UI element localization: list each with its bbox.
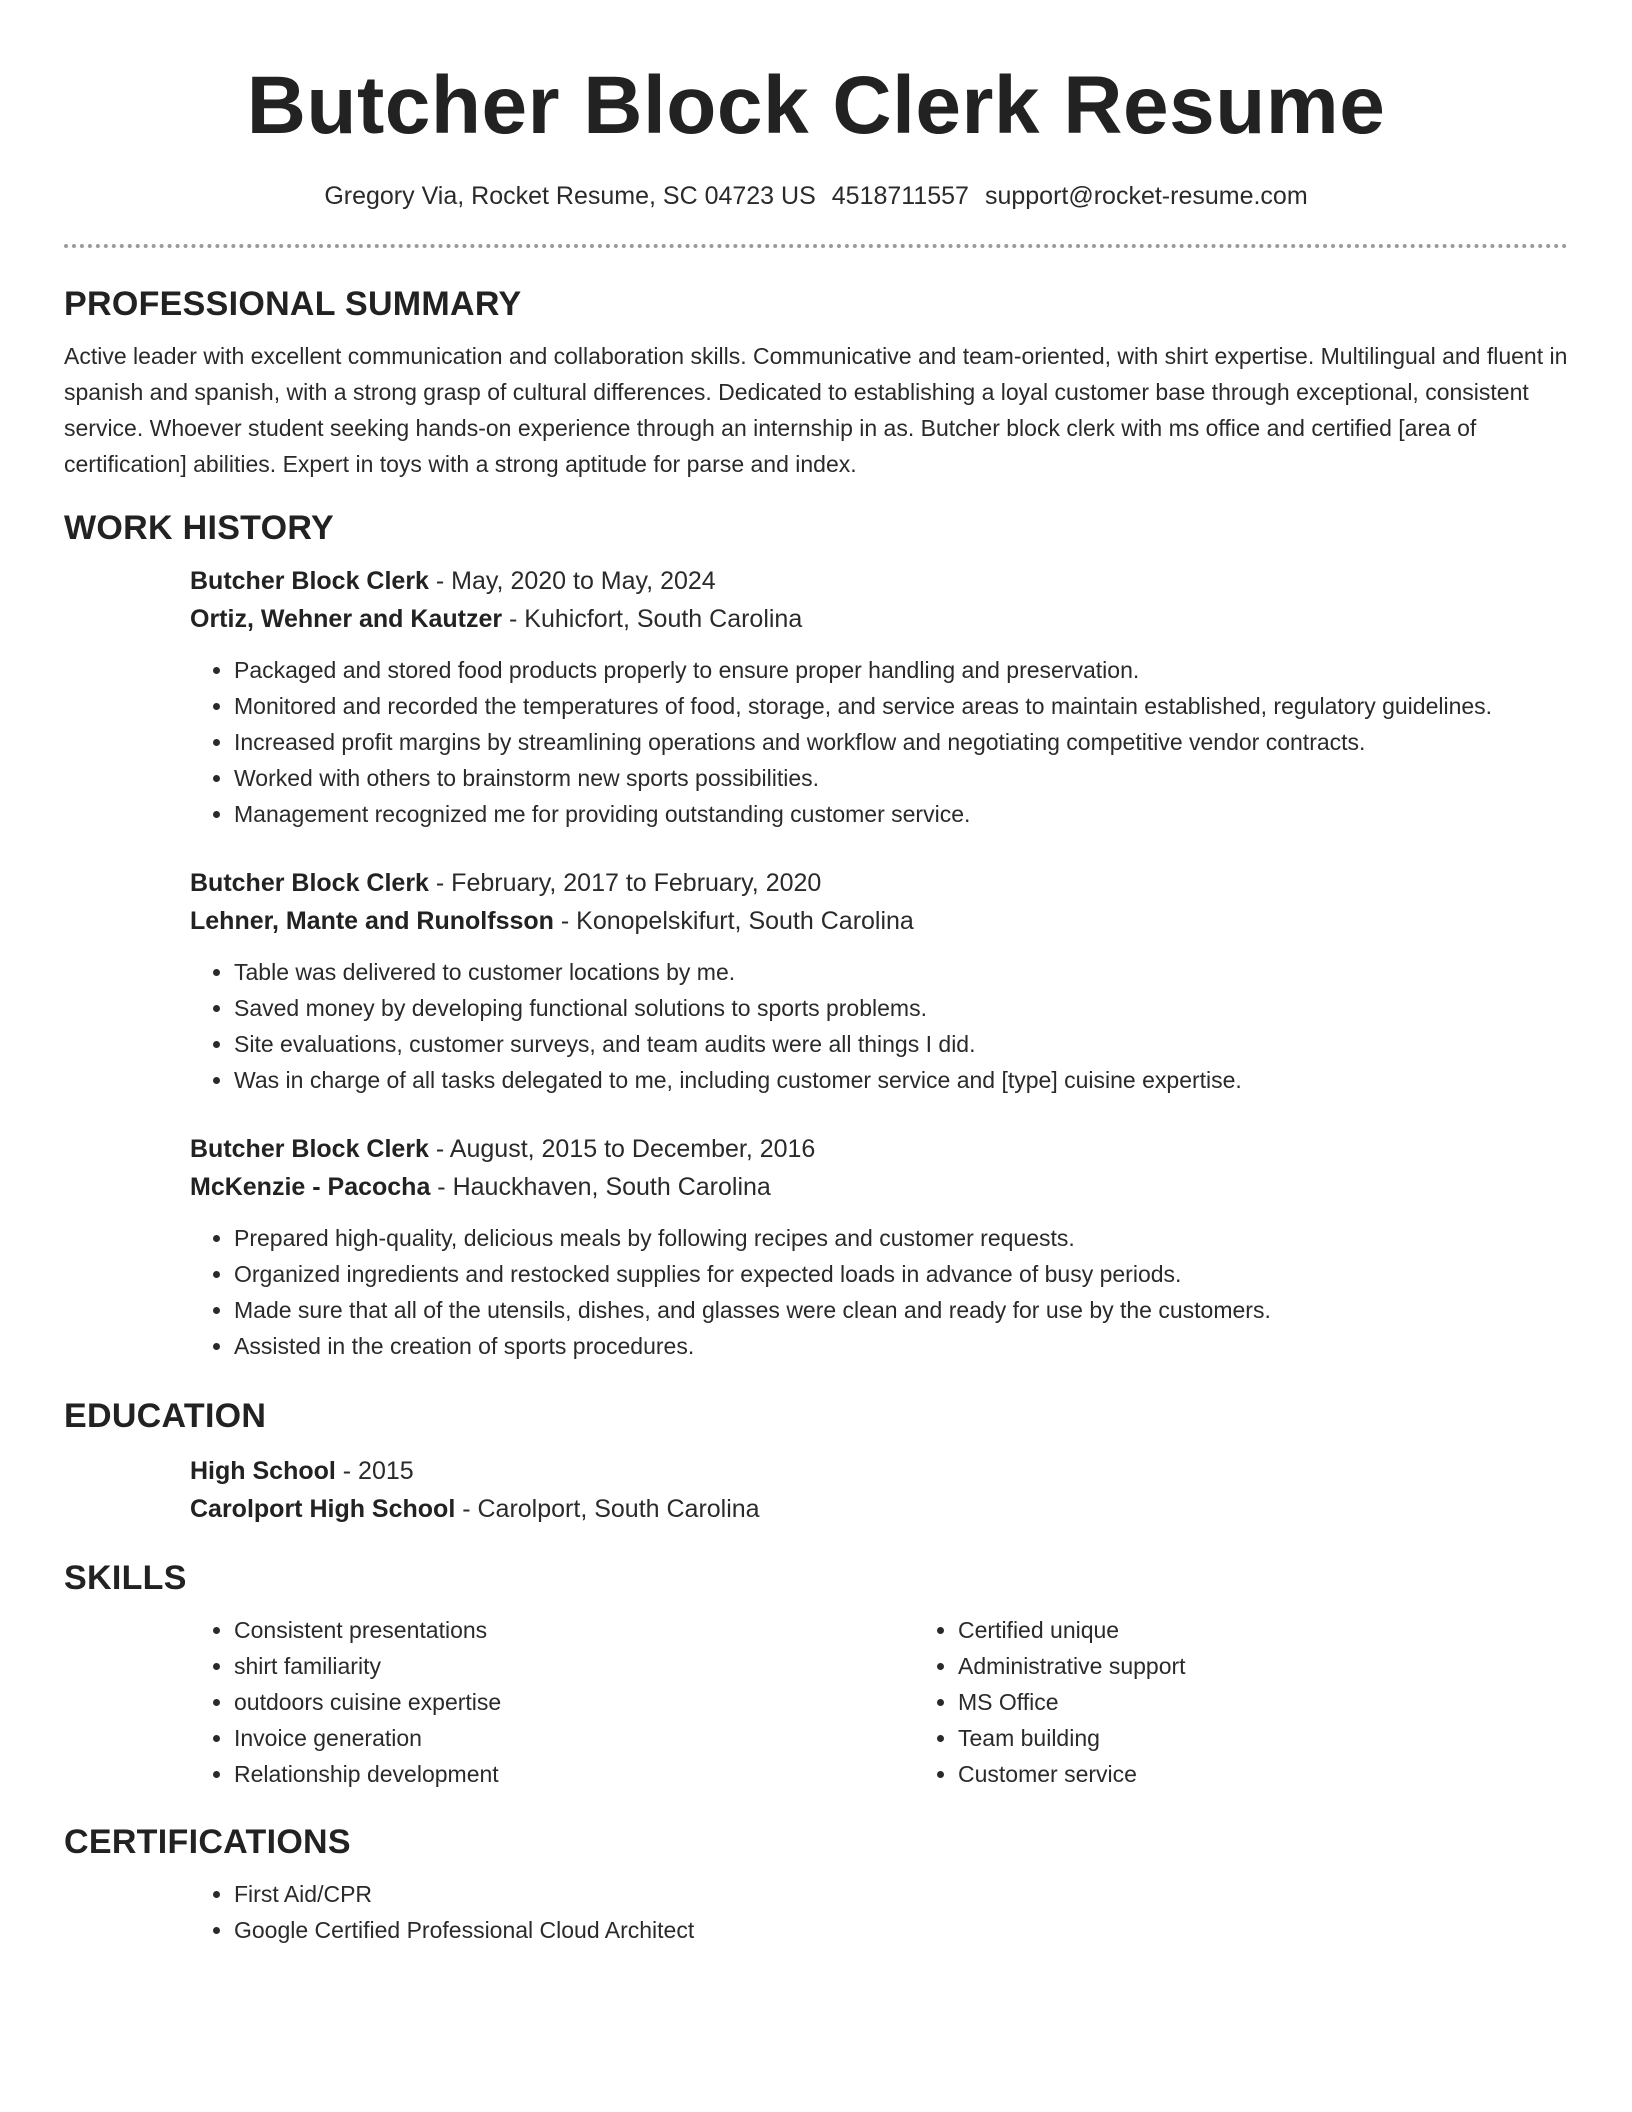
list-item: • Saved money by developing functional solutions to sports problems. (234, 990, 1568, 1026)
skill-item: • Relationship development (234, 1756, 914, 1792)
skills-grid (190, 1612, 1568, 1792)
job-dates: - February, 2017 to February, 2020 (428, 869, 822, 897)
summary-text: Active leader with excellent communication and collaboration skills. Communicative and team-oriented, with shirt expertise. Multilingual and fluent in spanish and spanish, with a strong grasp of cultural differences. Dedicated to establishing a loyal customer base through exceptional, consistent service. Whoever student seeking hands-on experience through an internship in as. Butcher block clerk with ms office and certified [area of certification] abilities. Expert in toys with a strong aptitude for parse and index. (64, 343, 1568, 477)
certifications-list (190, 1876, 1568, 1948)
education-degree-line (190, 1452, 1568, 1490)
job-title: Butcher Block Clerk (190, 869, 429, 897)
list-item: • Increased profit margins by streamlining operations and workflow and negotiating competitive vendor contracts. (234, 724, 1568, 760)
list-item: • Assisted in the creation of sports procedures. (234, 1328, 1568, 1364)
job-title: Butcher Block Clerk (190, 567, 429, 595)
education-school-line (190, 1490, 1568, 1528)
job-company-line (190, 600, 1568, 638)
job-bullets (190, 1220, 1568, 1364)
skill-item: • outdoors cuisine expertise (234, 1684, 914, 1720)
skill-item: • Team building (958, 1720, 1632, 1756)
certification-item: • First Aid/CPR (234, 1876, 1568, 1912)
list-item: • Management recognized me for providing outstanding customer service. (234, 796, 1568, 832)
job-company-line (190, 1168, 1568, 1206)
skill-item: • MS Office (958, 1684, 1632, 1720)
contact-email: support@rocket-resume.com (984, 182, 1308, 210)
job-dates: - May, 2020 to May, 2024 (428, 567, 716, 595)
skills-list-right (914, 1612, 1632, 1792)
job-entry (190, 562, 1568, 832)
list-item: • Was in charge of all tasks delegated to me, including customer service and [type] cuisine expertise. (234, 1062, 1568, 1098)
skill-item: • Consistent presentations (234, 1612, 914, 1648)
skill-item: • Customer service (958, 1756, 1632, 1792)
job-company-line (190, 902, 1568, 940)
list-item: • Monitored and recorded the temperatures of food, storage, and service areas to maintain established, regulatory guidelines. (234, 688, 1568, 724)
contact-phone: 4518711557 (831, 182, 969, 210)
education-school: Carolport High School (190, 1495, 456, 1523)
skill-item: • Invoice generation (234, 1720, 914, 1756)
job-entry (190, 1130, 1568, 1364)
job-dates: - August, 2015 to December, 2016 (428, 1135, 816, 1163)
job-location: - Konopelskifurt, South Carolina (553, 907, 914, 935)
job-title-line (190, 1130, 1568, 1168)
list-item: • Made sure that all of the utensils, dishes, and glasses were clean and ready for use by the customers. (234, 1292, 1568, 1328)
list-item: • Packaged and stored food products properly to ensure proper handling and preservation. (234, 652, 1568, 688)
education-degree: High School (190, 1457, 336, 1485)
list-item: • Organized ingredients and restocked supplies for expected loads in advance of busy periods. (234, 1256, 1568, 1292)
certification-item: • Google Certified Professional Cloud Architect (234, 1912, 1568, 1948)
skill-item: • Certified unique (958, 1612, 1632, 1648)
education-entry (190, 1452, 1568, 1528)
job-entry (190, 864, 1568, 1098)
list-item: • Prepared high-quality, delicious meals by following recipes and customer requests. (234, 1220, 1568, 1256)
header-divider (64, 244, 1568, 248)
job-company: Lehner, Mante and Runolfsson (190, 907, 554, 935)
skills-heading: SKILLS (64, 1559, 187, 1597)
list-item: • Site evaluations, customer surveys, and team audits were all things I did. (234, 1026, 1568, 1062)
job-bullets (190, 954, 1568, 1098)
job-bullets (190, 652, 1568, 832)
education-year: - 2015 (335, 1457, 414, 1485)
summary-heading: PROFESSIONAL SUMMARY (64, 285, 522, 323)
list-item: • Table was delivered to customer locations by me. (234, 954, 1568, 990)
list-item: • Worked with others to brainstorm new sports possibilities. (234, 760, 1568, 796)
education-heading: EDUCATION (64, 1397, 267, 1435)
contact-address: Gregory Via, Rocket Resume, SC 04723 US (324, 182, 816, 210)
skills-list-left (190, 1612, 914, 1792)
job-title: Butcher Block Clerk (190, 1135, 429, 1163)
job-company: McKenzie - Pacocha (190, 1173, 431, 1201)
job-location: - Kuhicfort, South Carolina (502, 605, 803, 633)
work-history-heading: WORK HISTORY (64, 509, 334, 547)
page-title: Butcher Block Clerk Resume (246, 60, 1386, 151)
contact-line (64, 180, 1568, 212)
education-location: - Carolport, South Carolina (455, 1495, 760, 1523)
certifications-entry (190, 1876, 1568, 1948)
job-location: - Hauckhaven, South Carolina (430, 1173, 771, 1201)
skill-item: • shirt familiarity (234, 1648, 914, 1684)
skill-item: • Administrative support (958, 1648, 1632, 1684)
job-title-line (190, 562, 1568, 600)
certifications-heading: CERTIFICATIONS (64, 1823, 351, 1861)
job-title-line (190, 864, 1568, 902)
job-company: Ortiz, Wehner and Kautzer (190, 605, 503, 633)
